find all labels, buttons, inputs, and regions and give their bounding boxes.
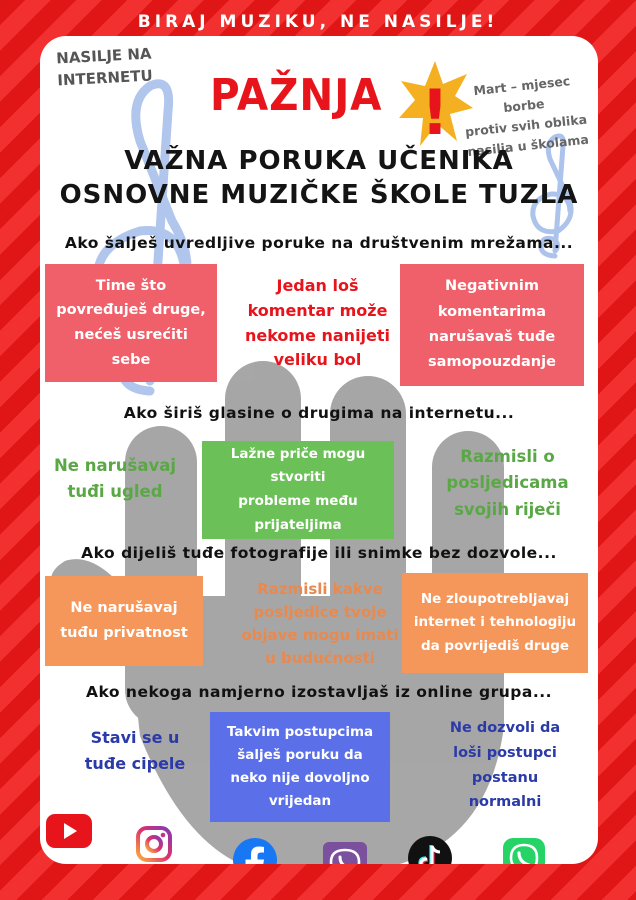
section-4-middle-box [210, 712, 390, 822]
box-line: Takvim postupcima [226, 724, 374, 741]
box-line: probleme među [238, 493, 358, 509]
text-line: Ne dozvoli da [449, 720, 561, 737]
box-line: samopouzdanje [428, 354, 556, 371]
box-line: Negativnim [445, 278, 539, 295]
text-line: postanu [471, 769, 539, 786]
text-line: veliku bol [273, 350, 362, 370]
text-line: normalni [468, 794, 542, 811]
box-line: povređuješ druge, [56, 302, 206, 319]
text-line: loši postupci [453, 744, 557, 761]
section-3-right-box [402, 573, 588, 673]
box-line: nećeš usrećiti [74, 327, 188, 343]
tiktok-icon [408, 836, 452, 864]
stamp-line: INTERNETU [56, 66, 154, 90]
banner: BIRAJ MUZIKU, NE NASILJE! [137, 12, 499, 32]
title-line-1: VAŽNA PORUKA UČENIKA [124, 146, 514, 176]
box-line: tuđu privatnost [60, 625, 188, 641]
text-line: posljedicama [446, 473, 569, 493]
box-line: narušavaš tuđe [428, 329, 556, 345]
text-line: Razmisli kakve [257, 579, 383, 598]
text-line: Razmisli o [460, 446, 555, 466]
section-2-middle-box [202, 441, 394, 539]
text-line: u budućnosti [265, 649, 375, 668]
section-1-left-box [45, 264, 217, 382]
section-4-left-text [60, 716, 210, 786]
page-heading: PAŽNJA [210, 70, 383, 121]
box-line: šalješ poruku da [237, 747, 363, 764]
box-line: Time što [95, 277, 167, 294]
section-3-question: Ako dijeliš tuđe fotografije ili snimke bez dozvole... [81, 544, 557, 562]
exclamation-burst-icon [395, 56, 475, 151]
facebook-icon [233, 838, 277, 864]
text-line: tuđe cipele [84, 754, 186, 773]
section-1-question: Ako šalješ uvredljive poruke na društvenim mrežama... [64, 234, 574, 252]
box-line: neko nije dovoljno [230, 770, 370, 786]
section-3-middle-text [220, 574, 420, 674]
box-line: internet i tehnologiju [413, 614, 577, 631]
section-2-question: Ako širiš glasine o drugima na internetu... [123, 404, 515, 422]
viber-icon [323, 842, 367, 864]
box-line: vrijedan [268, 792, 332, 809]
stamp-line: protiv svih oblika [464, 111, 588, 140]
text-line: Stavi se u [90, 728, 180, 748]
title-line-2: OSNOVNE MUZIČKE ŠKOLE TUZLA [59, 180, 579, 210]
stamp-line: nasilja u školama [466, 131, 590, 160]
whatsapp-icon [503, 838, 545, 864]
text-line: nekome nanijeti [244, 325, 391, 345]
text-line: Jedan loš [276, 275, 359, 295]
box-line: da povrijediš druge [420, 637, 570, 654]
text-line: tuđi ugled [67, 482, 163, 501]
section-3-left-box [45, 576, 203, 666]
text-line: posljedice tvoje [253, 602, 387, 621]
instagram-icon [136, 826, 172, 862]
text-line: svojih riječi [454, 499, 561, 519]
stamp-cyberbullying [41, 43, 168, 93]
box-line: Ne narušavaj [70, 599, 178, 616]
section-1-right-box [400, 264, 584, 386]
stamp-line: Mart – mjesec borbe [472, 73, 571, 116]
section-4-question: Ako nekoga namjerno izostavljaš iz online grupa... [85, 683, 553, 701]
box-line: komentarima [437, 303, 547, 320]
box-line: prijateljima [254, 516, 342, 533]
text-line: Ne narušavaj [53, 455, 176, 475]
exclamation-mark: ! [420, 76, 450, 149]
section-2-left-text [40, 444, 190, 514]
text-line: komentar može [247, 300, 388, 320]
poster-card [40, 36, 598, 864]
stamp-line: NASILJE NA [55, 44, 152, 68]
section-1-middle-text [230, 266, 405, 381]
section-2-right-text [425, 436, 590, 531]
section-4-right-text [425, 708, 585, 823]
box-line: Lažne priče mogu stvoriti [230, 445, 366, 486]
youtube-icon [46, 814, 92, 848]
text-line: objave mogu imati [241, 626, 399, 644]
box-line: Ne zloupotrebljavaj [420, 590, 570, 607]
box-line: sebe [111, 351, 151, 368]
